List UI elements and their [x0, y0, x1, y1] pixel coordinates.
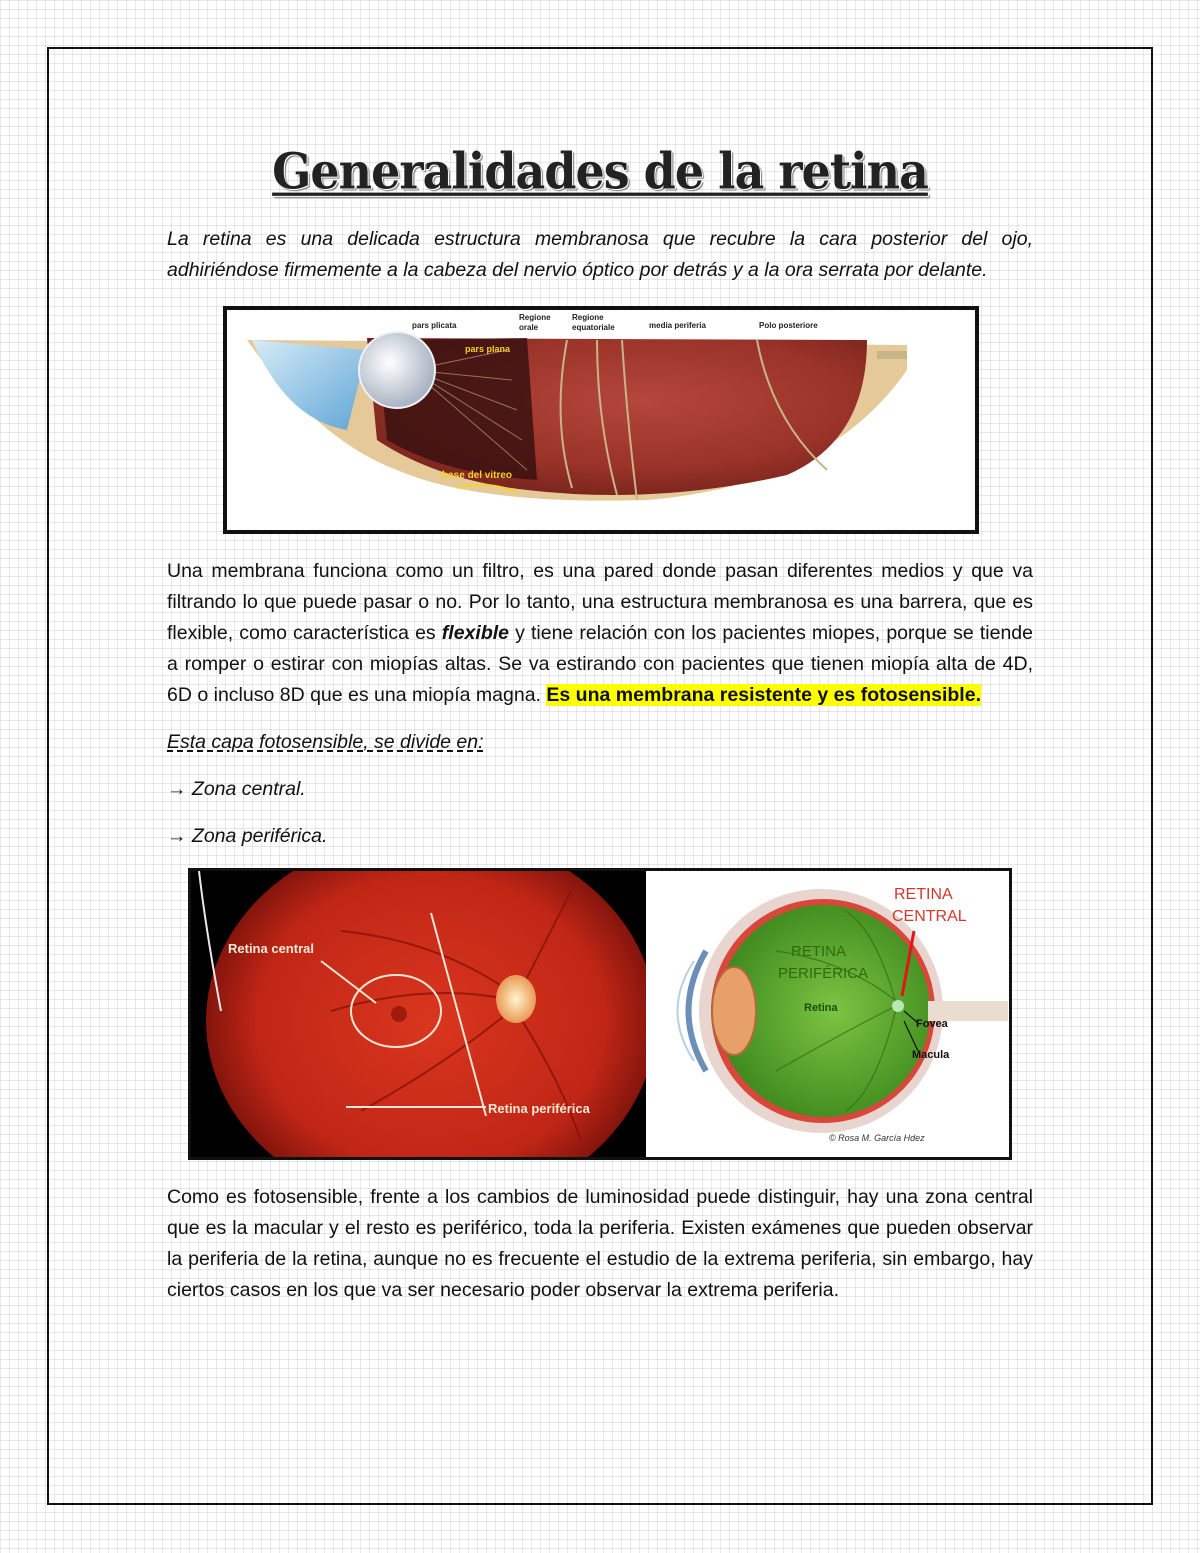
label-pars-plana: pars plana [465, 344, 511, 354]
label-regione-orale-2: orale [519, 323, 539, 332]
label-eye-retina-periferica-2: PERIFÉRICA [778, 965, 869, 982]
label-regione-equatoriale-1: Regione [572, 313, 604, 322]
cornea-shape [252, 340, 367, 430]
subheading: Esta capa fotosensible, se divide en: [167, 731, 484, 753]
membrane-paragraph-part2: y tiene relación con los pacientes miopes, porque se tiende a romper o estirar con miopías altas. Se va estirando con pacientes que tienen miopía alta de 4D, 6D o incluso 8D que es una miopía magna. [167, 622, 1033, 706]
retina-cross-section-figure [223, 306, 979, 534]
highlight-resistant-photosensitive: Es una membrana resistente y es fotosensible. [546, 684, 981, 706]
label-eye-macula: Macula [912, 1049, 950, 1061]
emphasis-flexible: flexible [441, 622, 509, 644]
optic-disc [496, 975, 536, 1023]
fovea-spot [391, 1006, 407, 1022]
label-eye-retina-central-1: RETINA [894, 886, 953, 903]
retina-zones-figure [188, 868, 1012, 1160]
label-base-vitreo: base del vitreo [442, 470, 513, 481]
eye-diagram [646, 871, 1009, 1157]
list-item-central: → Zona central. [167, 778, 306, 800]
membrane-paragraph [167, 556, 1033, 711]
eye-cross-section-illustration [646, 871, 1009, 1157]
label-pars-plicata: pars plicata [412, 321, 457, 330]
label-fundus-retina-central: Retina central [228, 941, 314, 956]
label-eye-credit: © Rosa M. García Hdez [829, 1133, 925, 1143]
lens-shape [359, 332, 435, 408]
photosensitive-paragraph: Como es fotosensible, frente a los cambios de luminosidad puede distinguir, hay una zona central que es la macular y el resto es periférico, toda la periferia. Existen exámenes que pueden observar la periferia de la retina, aunque no es frecuente el estudio de la extrema periferia, sin embargo, hay ciertos casos en los que va ser necesario poder observar la extrema periferia. [167, 1186, 1033, 1301]
fundus-illustration [191, 871, 646, 1157]
label-fundus-retina-periferica: Retina periférica [488, 1101, 590, 1116]
label-polo-posteriore: Polo posteriore [759, 321, 818, 330]
label-eye-retina-periferica-1: RETINA [791, 943, 847, 960]
page-title: Generalidades de la retina [272, 141, 928, 201]
label-eye-retina: Retina [804, 1002, 838, 1014]
eye-lens [712, 967, 756, 1055]
label-media-periferia: media periferia [649, 321, 706, 330]
retina-cross-section-illustration [227, 310, 975, 530]
label-regione-equatoriale-2: equatoriale [572, 323, 615, 332]
label-regione-orale-1: Regione [519, 313, 551, 322]
label-eye-retina-central-2: CENTRAL [892, 908, 967, 925]
document-body [167, 138, 1033, 1306]
label-eye-fovea: Fovea [916, 1018, 948, 1030]
figure1-labels [412, 313, 818, 332]
membrane-paragraph-part1: Una membrana funciona como un filtro, es una pared donde pasan diferentes medios y que va filtrando lo que puede pasar o no. Por lo tanto, una estructura membranosa es una barrera, que es flexible, como característica es [167, 560, 1033, 644]
fundus-photo [191, 871, 646, 1157]
eye-fovea [892, 1000, 904, 1012]
list-item-peripheral: → Zona periférica. [167, 825, 328, 847]
intro-paragraph: La retina es una delicada estructura membranosa que recubre la cara posterior del ojo, adhiriéndose firmemente a la cabeza del nervio óptico por detrás y a la ora serrata por delante. [167, 228, 1033, 281]
